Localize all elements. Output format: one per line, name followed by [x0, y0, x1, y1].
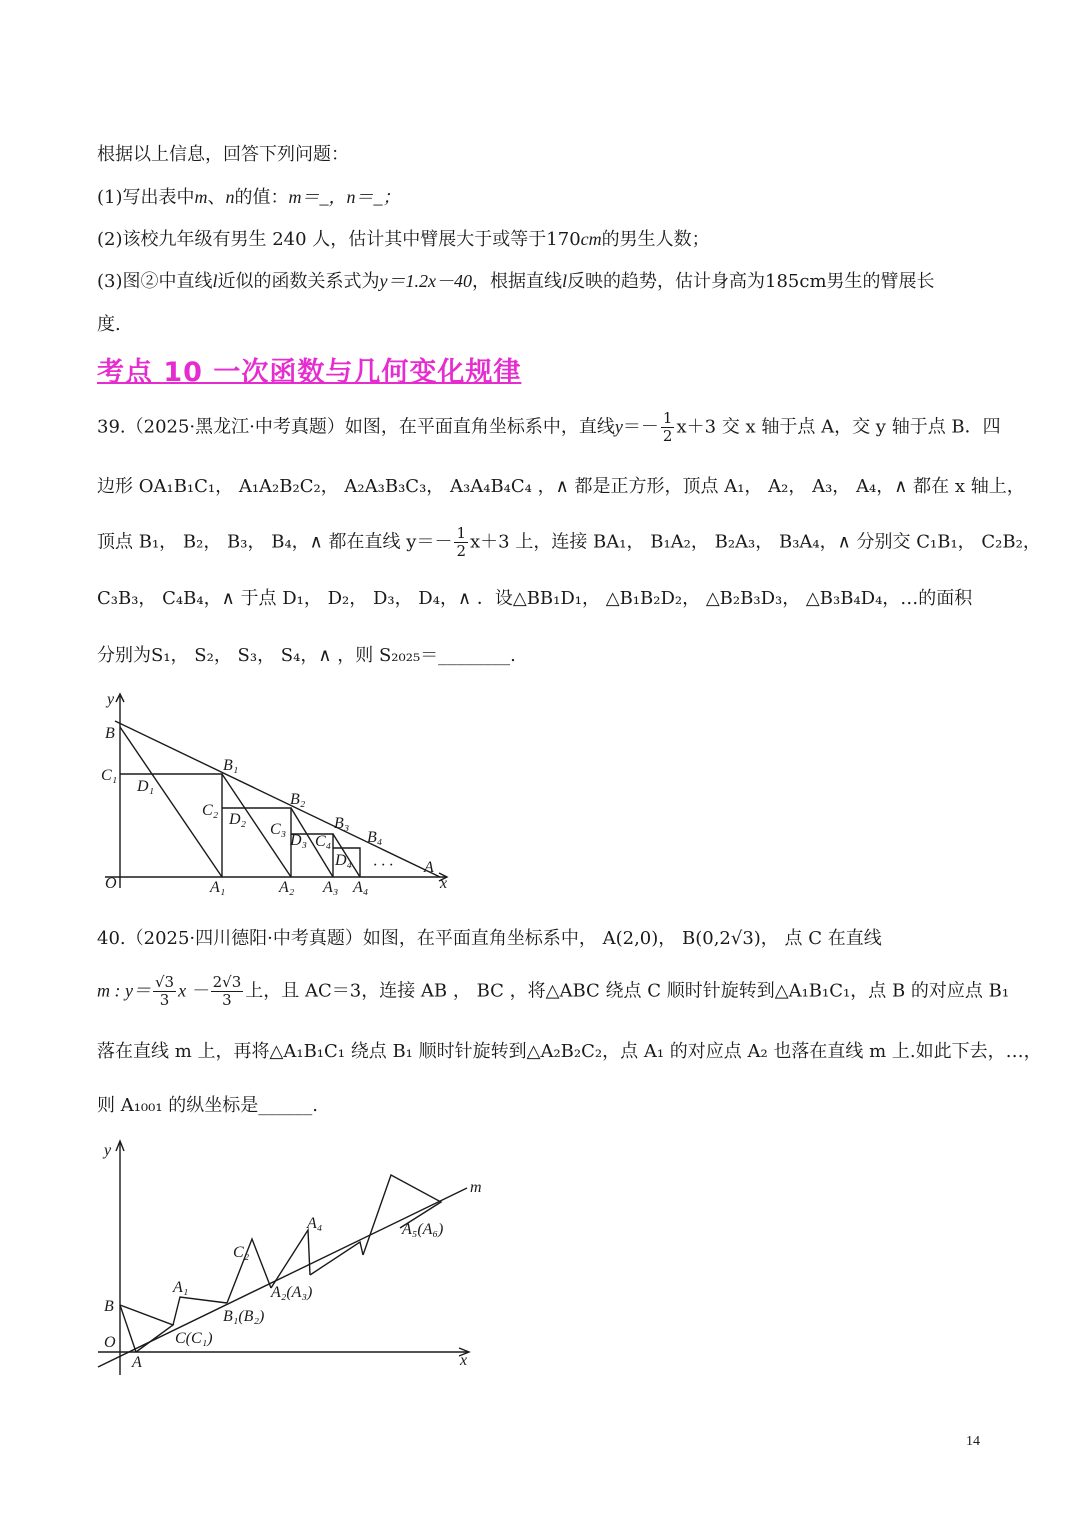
fig40-label-A5: A₅(A₆)	[402, 1221, 444, 1238]
fig39-label-D1: D₁	[137, 778, 155, 795]
problem-39-line5: 分别为S₁， S₂， S₃， S₄，∧ ，则 S₂₀₂₅＝________.	[97, 645, 516, 666]
fig39-label-B3: B₃	[334, 815, 350, 832]
fig39-label-B1: B₁	[223, 757, 239, 774]
fig39-label-A2: A₂	[279, 879, 295, 896]
figure-40	[95, 1135, 495, 1380]
fig39-label-O: O	[105, 875, 117, 892]
question-2: (2)该校九年级有男生 240 人，估计其中臂展大于或等于170cm的男生人数；	[97, 229, 710, 250]
question-3: (3)图②中直线l近似的函数关系式为y＝1.2x－40，根据直线l反映的趋势，估计身高为185cm男生的臂展长	[97, 271, 935, 292]
fig40-label-y: y	[104, 1142, 112, 1159]
fig39-label-D4: D₄	[335, 852, 353, 869]
fig40-label-B1: B₁(B₂)	[223, 1308, 265, 1325]
figure-39	[95, 688, 465, 898]
fig39-label-C2: C₂	[202, 802, 219, 819]
fig40-label-A1: A₁	[173, 1279, 189, 1296]
page-number: 14	[966, 1434, 980, 1449]
fig39-label-A1: A₁	[210, 879, 226, 896]
problem-40-line1: 40.（2025·四川德阳·中考真题）如图，在平面直角坐标系中， A(2,0)， B(0,2√3)， 点 C 在直线	[97, 928, 882, 949]
section-title: 考点 10 一次函数与几何变化规律	[97, 357, 522, 388]
problem-39-line4: C₃B₃， C₄B₄，∧ 于点 D₁， D₂， D₃， D₄，∧ ．设△BB₁D₁， △B₁B₂D₂， △B₂B₃D₃， △B₃B₄D₄，…的面积	[97, 588, 973, 609]
problem-40-line2: m : y＝ $\frac{√3}{3}$ x － $\frac{2√3}{3}$ 上，且 AC＝3，连接 AB ， BC ，将△ABC 绕点 C 顺时针旋转到△A₁B₁C₁，点 B 的对应点 B₁	[97, 973, 1010, 1009]
fig39-label-C3: C₃	[270, 821, 287, 838]
problem-39-line1: 39.（2025·黑龙江·中考真题）如图，在平面直角坐标系中，直线y＝－ $\frac{1}{2}$ x＋3 交 x 轴于点 A，交 y 轴于点 B．四	[97, 409, 1001, 445]
fig39-label-D2: D₂	[229, 811, 247, 828]
problem-39-line3: 顶点 B₁， B₂， B₃， B₄，∧ 都在直线 y＝－ $\frac{1}{2}$ x＋3 上，连接 BA₁， B₁A₂， B₂A₃， B₃A₄，∧ 分别交 C₁B₁， C₂B₂，	[97, 524, 1041, 560]
intro-text: 根据以上信息，回答下列问题：	[97, 144, 349, 165]
fig40-label-B: B	[104, 1298, 114, 1315]
fig39-label-C4: C₄	[315, 833, 332, 850]
fig40-label-O: O	[104, 1334, 116, 1351]
fig40-label-C: C(C₁)	[175, 1330, 213, 1347]
question-1: (1)写出表中m、n的值：m＝_，n＝_；	[97, 187, 401, 208]
problem-39-line2: 边形 OA₁B₁C₁， A₁A₂B₂C₂， A₂A₃B₃C₃， A₃A₄B₄C₄ ，∧ 都是正方形，顶点 A₁， A₂， A₃， A₄，∧ 都在 x 轴上，	[97, 476, 1025, 497]
fig40-label-x: x	[460, 1352, 468, 1369]
fig39-label-A4: A₄	[353, 879, 369, 896]
fig40-label-A: A	[132, 1354, 142, 1371]
fig40-label-A2: A₂(A₃)	[271, 1284, 313, 1301]
fig39-label-x: x	[440, 875, 448, 892]
fig39-label-B4: B₄	[367, 829, 383, 846]
fig39-label-B2: B₂	[290, 791, 306, 808]
fig39-label-A3: A₃	[323, 879, 339, 896]
fig40-label-C2: C₂	[233, 1244, 250, 1261]
problem-40-line4: 则 A₁₀₀₁ 的纵坐标是______.	[97, 1095, 319, 1116]
fig39-label-A: A	[424, 859, 434, 876]
fig39-label-dots: · · ·	[373, 857, 393, 874]
fig40-label-m: m	[470, 1179, 482, 1196]
question-3-cont: 度.	[97, 314, 121, 335]
fig39-label-D3: D₃	[290, 832, 308, 849]
fig40-label-A4: A₄	[307, 1215, 323, 1232]
problem-40-line3: 落在直线 m 上，再将△A₁B₁C₁ 绕点 B₁ 顺时针旋转到△A₂B₂C₂，点 A₁ 的对应点 A₂ 也落在直线 m 上.如此下去，…，	[97, 1041, 1042, 1062]
fig39-label-y: y	[107, 691, 115, 708]
fig39-label-C1: C₁	[101, 767, 118, 784]
fig39-label-B: B	[105, 725, 115, 742]
